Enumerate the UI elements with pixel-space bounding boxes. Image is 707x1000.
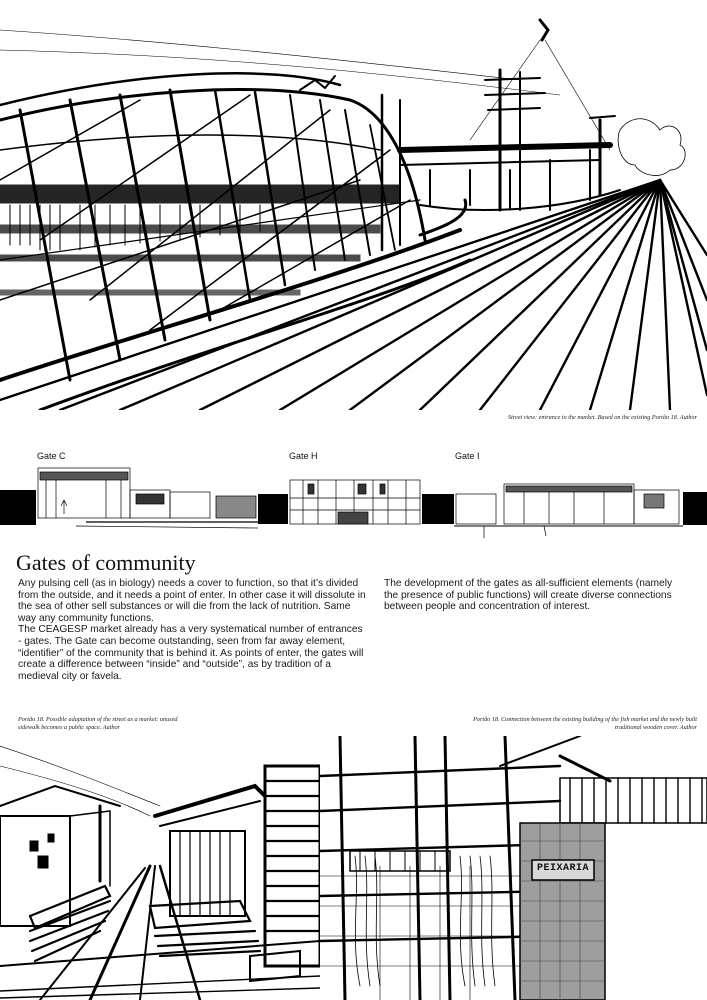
bottom-left-caption: Portão 18. Possible adaptation of the street as a market: unused sidewalk becomes a public space. Author [18,716,178,731]
strip-block-3 [422,494,454,524]
left-paragraph-2: The CEAGESP market already has a very systematical number of entrances - gates. The Gate can become outstanding, seen from far away element, “identifier” of the community that is behind it. As points of enter, the gates will create a difference between “inside” and “outside”, as by tradition of a medieval city or favela. [18,624,364,682]
street-market-drawing [0,736,320,1000]
peixaria-sign-text: PEIXARIA [536,863,589,874]
left-paragraph-1: Any pulsing cell (as in biology) needs a cover to function, so that it’s divided from the outside, and it needs a point of enter. In other case it will dissolute in the sea of other sell substances or will die from the lack of nutrition. Same way any community functions. [18,578,366,624]
gate-h-elevation [288,476,422,528]
gate-c-elevation [36,462,258,530]
section-title: Gates of community [16,550,196,575]
top-drawing-caption: Street view: entrance to the market. Based on the existing Portão 18. Author [507,414,697,421]
left-text-column [18,578,368,682]
bottom-right-caption: Portão 18. Connection between the existing building of the fish market and the newly built traditional wooden cover. Author [473,716,697,731]
strip-block-1 [0,490,36,525]
right-paragraph-1: The development of the gates as all-sufficient elements (namely the presence of public functions) will create diverse connections between people and concentration of interest. [384,578,673,613]
fish-market-drawing [320,736,707,1000]
strip-block-2 [258,494,288,524]
street-view-drawing [0,0,707,410]
gate-i-label: Gate I [455,451,480,461]
gate-i-elevation [454,480,683,540]
strip-block-4 [683,492,707,525]
right-text-column [384,578,689,613]
gate-c-label: Gate C [37,451,66,461]
gate-h-label: Gate H [289,451,318,461]
